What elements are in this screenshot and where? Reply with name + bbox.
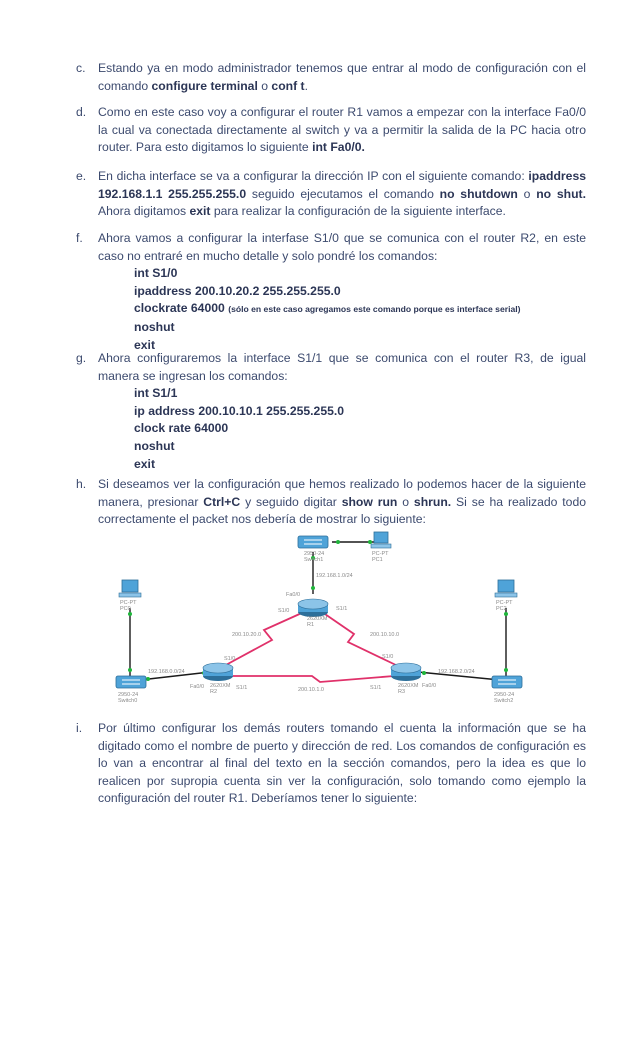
device-label: 2950-24 Switch2 (494, 692, 515, 704)
item-letter: i. (76, 721, 83, 735)
link-status-dot (146, 677, 150, 681)
command-block (134, 265, 586, 354)
item-letter: e. (76, 169, 87, 183)
link-status-dot (504, 668, 508, 672)
item-letter: h. (76, 477, 87, 491)
network-diagram (108, 530, 538, 710)
serial-link-r1-r2 (224, 612, 304, 666)
item-c (76, 60, 586, 95)
interface-label: Fa0/0 (286, 592, 301, 598)
device-label: 2620XM R3 (398, 683, 419, 695)
link-status-dot (128, 668, 132, 672)
network-label: 192.168.0.0/24 (148, 669, 185, 675)
command-line: noshut (134, 438, 175, 453)
link-status-dot (422, 671, 426, 675)
device-label: 2950-24 Switch1 (304, 551, 325, 563)
interface-label: S1/0 (278, 608, 290, 614)
command-line: exit (134, 456, 156, 471)
interface-label: Fa0/0 (190, 684, 205, 690)
interface-label: S1/0 (382, 654, 394, 660)
item-text: Por último configurar los demás routers tomando el cuenta la información que se ha digitado como el nombre de puerto y dirección de red. Los comandos de configuración es lo van a encontrar al final del texto en la sección comandos, pero la idea es que lo realicen por supropia cuenta sin ver la configuración, solo tomando como ejemplo la configuración del router R1. Deberíamos tener lo siguiente: (98, 721, 586, 806)
network-label: 200.10.20.0 (232, 632, 262, 638)
item-text: Ahora vamos a configurar la interfase S1/0 que se comunica con el router R2, en este caso no entraré en mucho detalle y solo pondré los comandos: (98, 231, 586, 263)
command-note: (sólo en este caso agregamos este comando porque es interface serial) (228, 304, 521, 315)
item-text: En dicha interface se va a configurar la dirección IP con el siguiente comando: ipaddress 192.168.1.1 255.255.255.0 seguido ejecutamos el comando no shutdown o no shut. Ahora digitamos exit para realizar la configuración de la siguiente interface. (98, 169, 586, 219)
device-label: PC-PT PC1 (372, 551, 389, 563)
item-h (76, 476, 586, 529)
link-status-dot (504, 612, 508, 616)
router-icon (298, 599, 328, 617)
command-line: clock rate 64000 (134, 421, 229, 436)
item-letter: g. (76, 351, 87, 365)
network-label: 192.168.1.0/24 (316, 573, 353, 579)
interface-label: S1/0 (224, 656, 236, 662)
link-status-dot (336, 540, 340, 544)
interface-label: S1/1 (370, 685, 382, 691)
item-i (76, 720, 586, 808)
link-status-dot (128, 612, 132, 616)
pc-icon (371, 532, 391, 548)
item-e (76, 168, 586, 221)
item-text: Estando ya en modo administrador tenemos que entrar al modo de configuración con el comando configure terminal o conf t. (98, 61, 586, 93)
command-block (134, 385, 586, 473)
device-label: 2950-24 Switch0 (118, 692, 139, 704)
item-d (76, 104, 586, 157)
link-status-dot (311, 586, 315, 590)
network-label: 200.10.1.0 (298, 687, 324, 693)
item-letter: f. (76, 231, 83, 245)
item-text: Ahora configuraremos la interface S1/1 que se comunica con el router R3, de igual manera se ingresan los comandos: (98, 351, 586, 383)
device-label: PC-PT PC0 (120, 600, 137, 612)
router-icon (203, 663, 233, 681)
serial-link-r2-r3 (230, 676, 394, 682)
device-label: 2620XM R2 (210, 683, 231, 695)
router-icon (391, 663, 421, 681)
item-letter: d. (76, 105, 87, 119)
pc-icon (495, 580, 517, 597)
switch-icon (298, 536, 328, 548)
command-line: exit (134, 337, 156, 352)
pc-icon (119, 580, 141, 597)
device-label: PC-PT PC2 (496, 600, 513, 612)
network-label: 192.168.2.0/24 (438, 669, 475, 675)
command-line: int S1/0 (134, 266, 178, 281)
command-line: ipaddress 200.10.20.2 255.255.255.0 (134, 283, 341, 298)
item-f (76, 230, 586, 354)
item-text: Si deseamos ver la configuración que hemos realizado lo podemos hacer de la siguiente manera, presionar Ctrl+C y seguido digitar show run o shrun. Si se ha realizado todo correctamente el packet nos debería de mostrar lo siguiente: (98, 477, 587, 527)
interface-label: Fa0/0 (422, 683, 437, 689)
item-g (76, 350, 586, 473)
link-status-dot (368, 540, 372, 544)
interface-label: S1/1 (336, 606, 348, 612)
command-line: clockrate 64000 (sólo en este caso agregamos este comando porque es interface serial) (134, 301, 521, 316)
switch-icon (492, 676, 522, 688)
switch-icon (116, 676, 146, 688)
device-label: 2620XM R1 (307, 616, 328, 628)
network-label: 200.10.10.0 (370, 632, 400, 638)
command-line: noshut (134, 319, 175, 334)
interface-label: S1/1 (236, 685, 248, 691)
command-line: ip address 200.10.10.1 255.255.255.0 (134, 403, 345, 418)
command-line: int S1/1 (134, 386, 178, 401)
item-letter: c. (76, 61, 86, 75)
item-text: Como en este caso voy a configurar el router R1 vamos a empezar con la interface Fa0/0 la cual va conectada directamente al switch y va a permitir la salida de la PC hacia otro router. Para esto digitamos lo siguiente int Fa0/0. (98, 105, 586, 155)
